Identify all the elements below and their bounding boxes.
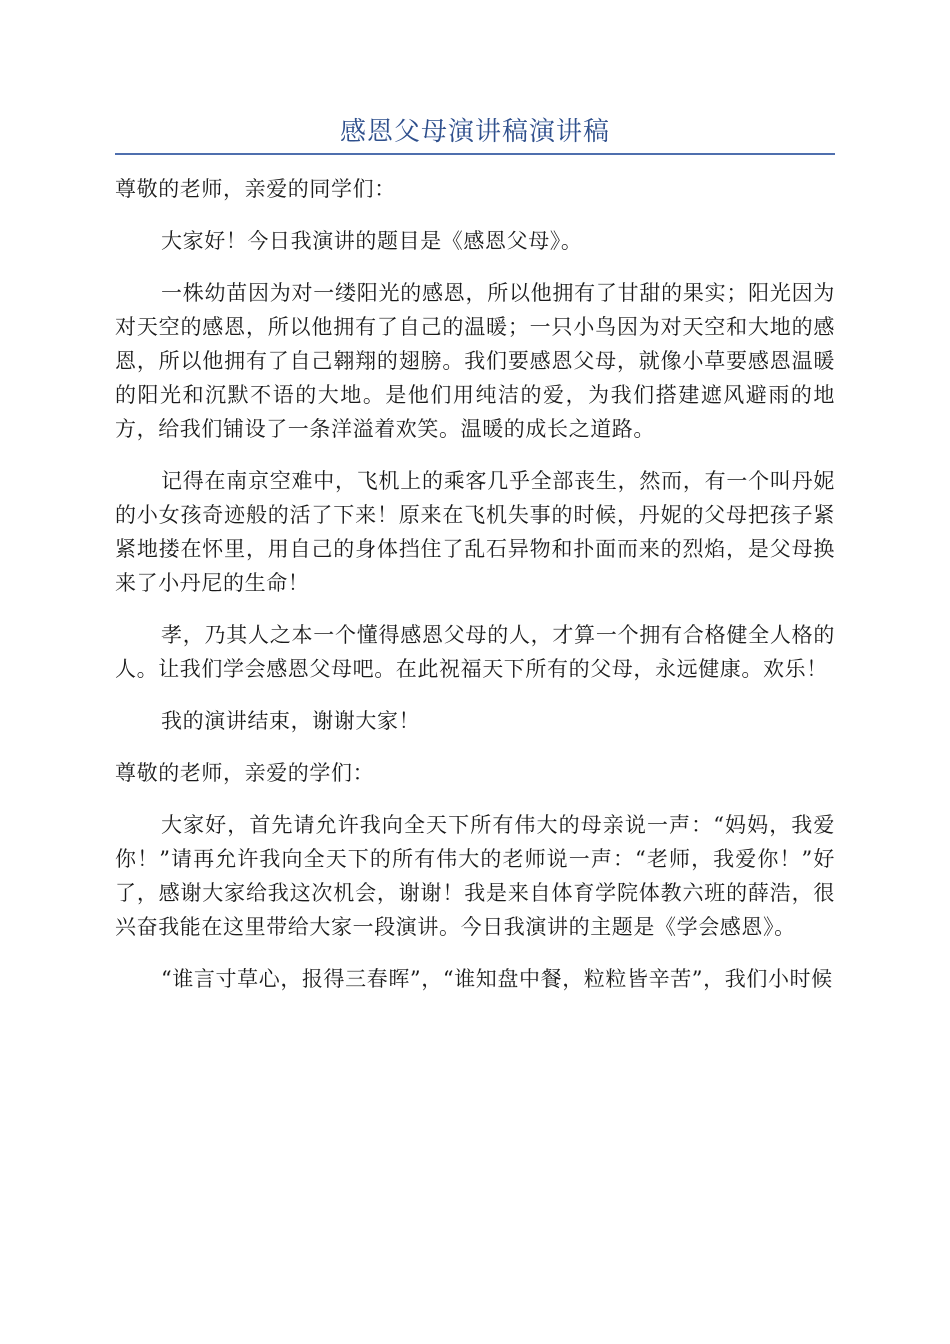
document-body	[115, 172, 835, 1014]
paragraph-filial: 孝，乃其人之本一个懂得感恩父母的人，才算一个拥有合格健全人格的人。让我们学会感恩父母吧。在此祝福天下所有的父母，永远健康。欢乐！	[115, 623, 835, 681]
paragraph-seedling: 一株幼苗因为对一缕阳光的感恩，所以他拥有了甘甜的果实；阳光因为对天空的感恩，所以他拥有了自己的温暖；一只小鸟因为对天空和大地的感恩，所以他拥有了自己翱翔的翅膀。我们要感恩父母，就像小草要感恩温暖的阳光和沉默不语的大地。是他们用纯洁的爱，为我们搭建遮风避雨的地方，给我们铺设了一条洋溢着欢笑。温暖的成长之道路。	[115, 281, 835, 441]
salutation-1: 尊敬的老师，亲爱的同学们：	[115, 177, 396, 201]
document-title: 感恩父母演讲稿演讲稿	[339, 117, 610, 147]
paragraph-poem: “谁言寸草心，报得三春晖”，“谁知盘中餐，粒粒皆辛苦”，我们小时候	[161, 967, 833, 991]
paragraph-closing-1: 我的演讲结束，谢谢大家！	[161, 709, 421, 733]
salutation-2: 尊敬的老师，亲爱的学们：	[115, 761, 375, 785]
paragraph-nanjing: 记得在南京空难中，飞机上的乘客几乎全部丧生，然而，有一个叫丹妮的小女孩奇迹般的活了下来！原来在飞机失事的时候，丹妮的父母把孩子紧紧地搂在怀里，用自己的身体挡住了乱石异物和扑面而来的烈焰，是父母换来了小丹尼的生命！	[115, 469, 835, 595]
paragraph-greeting-1: 大家好！今日我演讲的题目是《感恩父母》。	[161, 229, 583, 253]
title-underline	[115, 153, 835, 155]
paragraph-greeting-2: 大家好，首先请允许我向全天下所有伟大的母亲说一声：“妈妈，我爱你！”请再允许我向全天下的所有伟大的老师说一声：“老师，我爱你！”好了，感谢大家给我这次机会，谢谢！我是来自体育学院体教六班的薛浩，很兴奋我能在这里带给大家一段演讲。今日我演讲的主题是《学会感恩》。	[115, 813, 835, 939]
